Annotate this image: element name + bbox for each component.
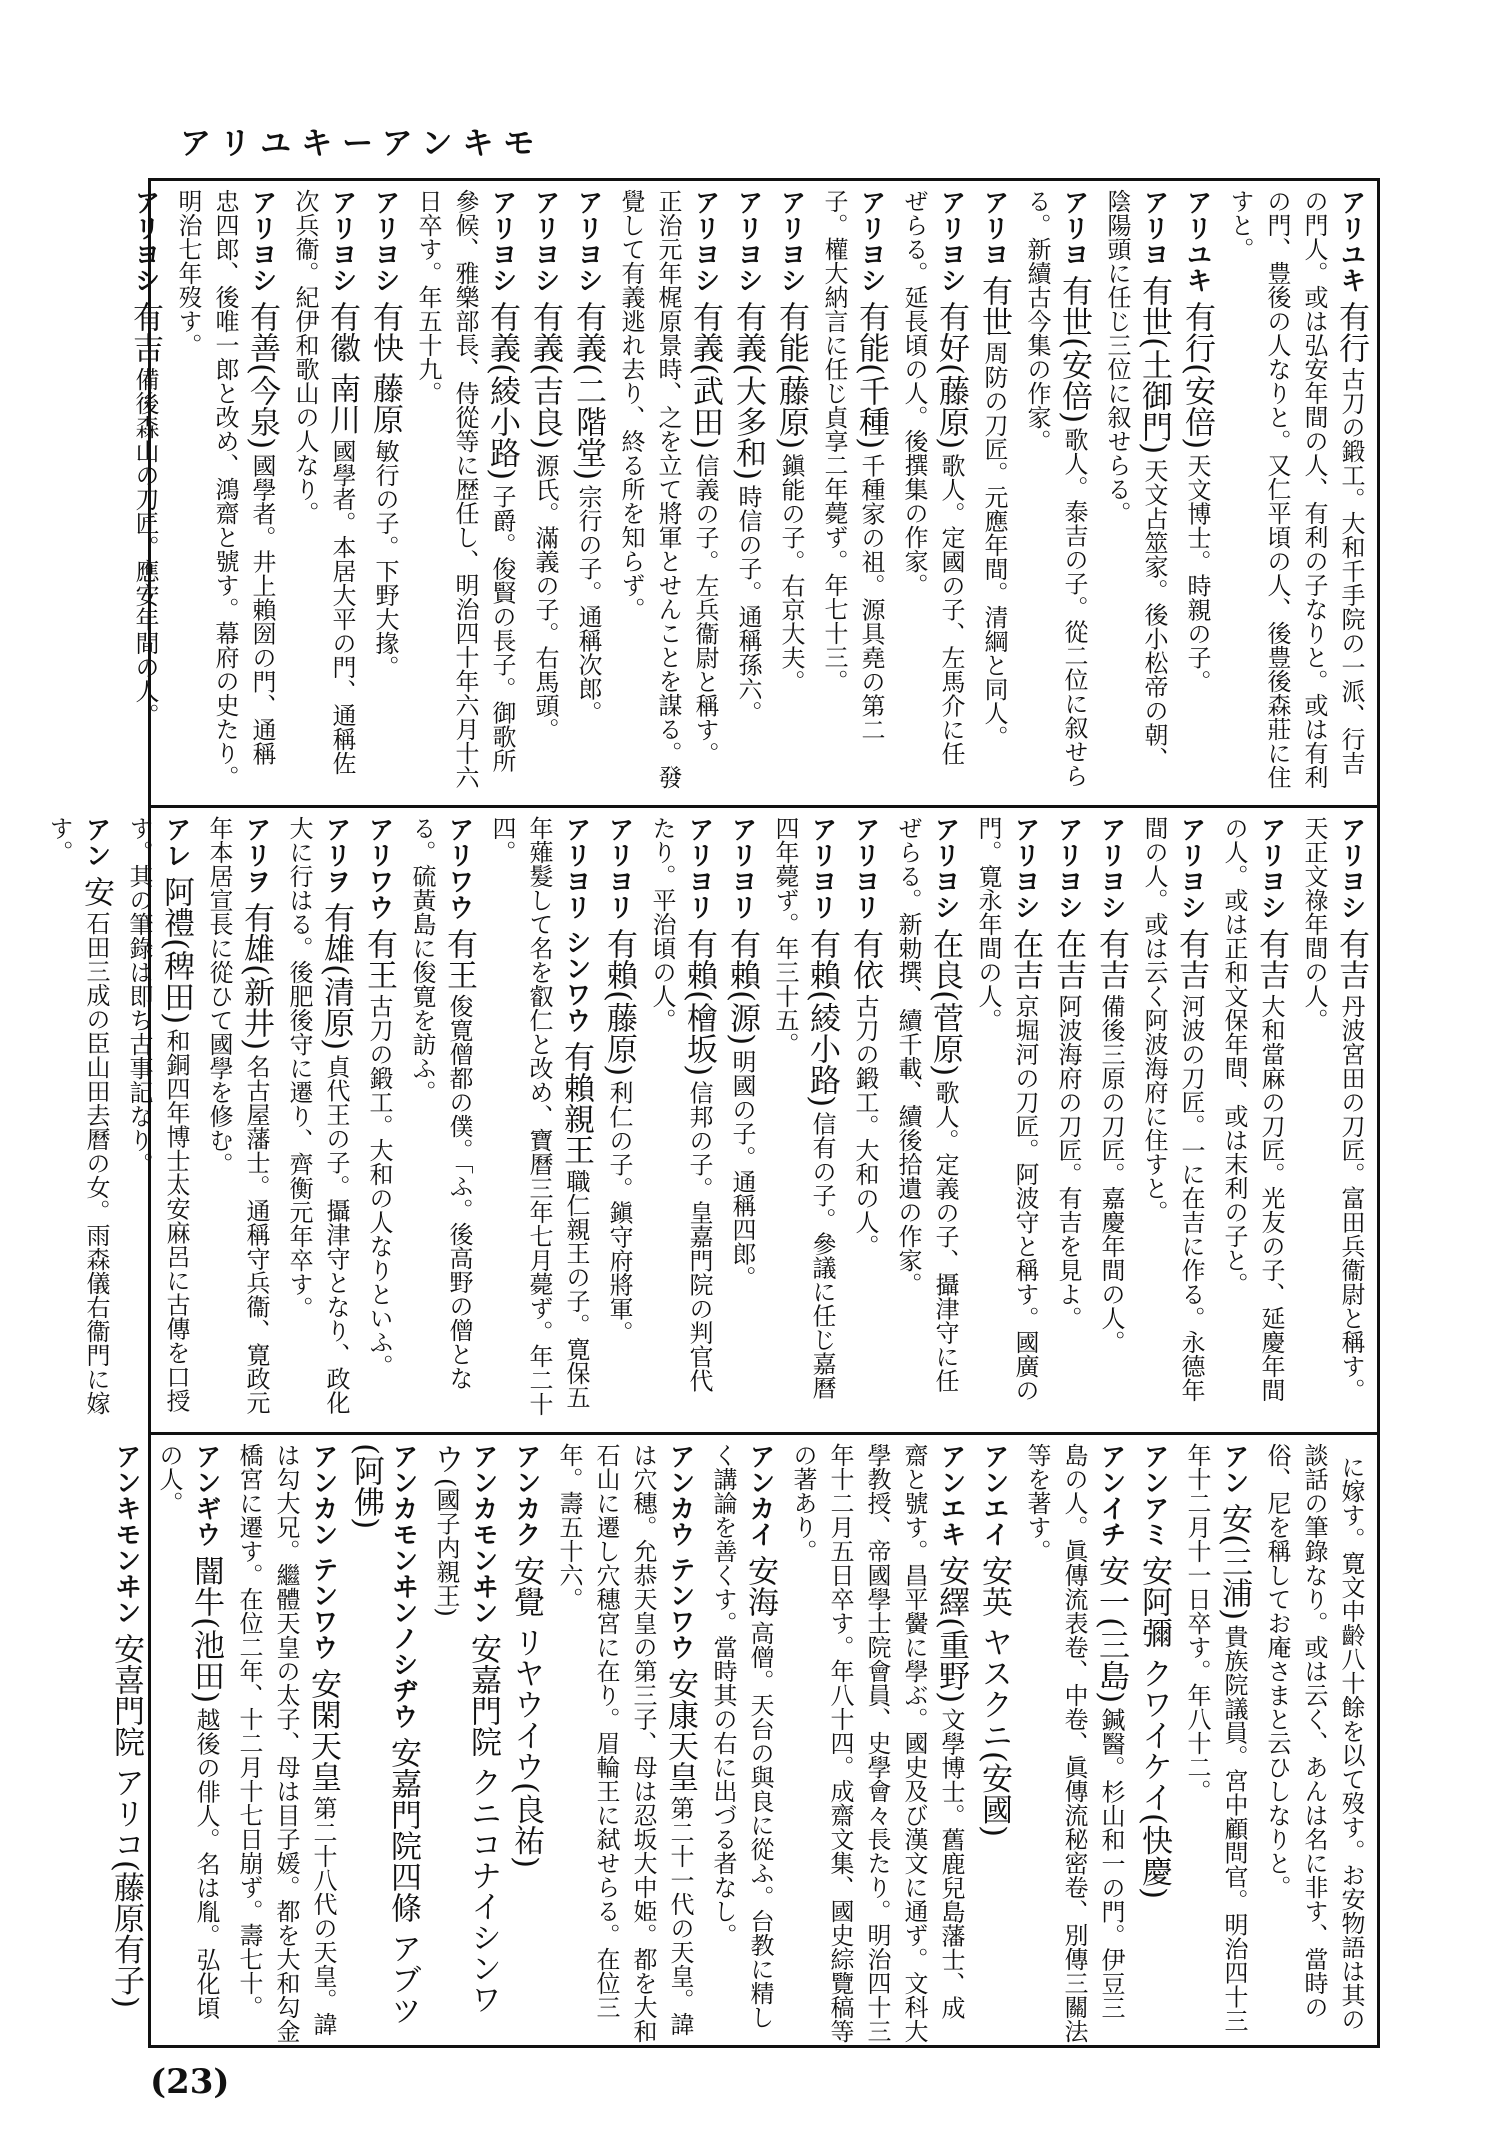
entry-description: 石田三成の臣山田去曆の女。雨森儀右衞門に嫁す。 (45, 816, 110, 1415)
entry-reading: アリヨ (1139, 189, 1169, 267)
dictionary-entry (1018, 189, 1092, 789)
entry-description: 和銅四年博士太安麻呂に古傳を口授す。其の筆錄は即ち古事記なり。 (125, 816, 190, 1413)
entry-description: 貴族院議員。宮中顧問官。明治四十三年十二月十一日卒す。年八十二。 (1183, 1443, 1248, 2033)
entry-name: 有吉 (1173, 928, 1209, 990)
entry-name: 安閑天皇 (305, 1668, 341, 1793)
entry-name: 有賴(綾小路) (804, 928, 840, 1108)
dictionary-entry (120, 816, 194, 1416)
dictionary-entry (1098, 189, 1172, 789)
entry-description: 國學者。井上賴圀の門、通稱忠四郎、後唯一郎と改め、鴻齋と號す。幕府の史たり。明治七年歿す。 (174, 189, 276, 789)
entry-description: 文學博士。舊鹿兒島藩士、成齋と號す。昌平黌に學ぶ。國史及び漢文に通ず。文科大學教授、帝國學士院會員、史學會々長たり。明治四十三年十二月五日卒す。年八十四。成齋文集、國史綜覽稿等の著あり。 (789, 1443, 965, 2043)
entry-reading: アリヨシ (1096, 816, 1126, 920)
entry-name: 安英 ヤスクニ(安國) (976, 1555, 1012, 1838)
entry-name: 安康天皇 (662, 1668, 698, 1793)
entry-reading: アリヨシ (130, 189, 160, 293)
entry-name: 有賴親王 (558, 1041, 594, 1166)
entry-name: 有行 (1333, 301, 1369, 363)
entry-reading: アリヨシ (776, 189, 806, 293)
dictionary-entry (1221, 189, 1369, 789)
entry-name: 安(三浦) (1216, 1503, 1252, 1621)
dictionary-entry (569, 189, 606, 789)
entry-reading: アリワウ (444, 816, 474, 920)
page-frame (45, 178, 1380, 2048)
entry-description: 古刀の鍛工。大和の人なりといふ。 (365, 994, 393, 1378)
entry-name: 阿禮(稗田) (158, 876, 194, 1025)
entry-description: 古刀の鍛工。大和の人。 (851, 994, 879, 1258)
dictionary-entry (1215, 816, 1289, 1416)
entry-name: 有王 (361, 928, 397, 990)
entry-reading: アンイチ (1096, 1443, 1126, 1547)
entry-description: 子爵。俊賢の長子。御歌所參候、雅樂部長、侍從等に歴任し、明治四十年六月十六日卒す。年五十九。 (414, 189, 516, 789)
entry-name: 安繹(重野) (933, 1555, 969, 1704)
entry-description: 歌人。泰吉の子。從二位に叙せらる。新續古今集の作家。 (1023, 189, 1088, 788)
dictionary-entry (895, 189, 969, 789)
entry-name: 有吉 (1333, 928, 1369, 990)
entry-name: 有義(二階堂) (570, 301, 606, 481)
entry-reading: アリユキ (1182, 189, 1212, 293)
entry-description: 古刀の鍛工。大和千手院の一派、行吉の門人。或は弘安年間の人、有利の子なりと。或は有利の門、豊後の人なりと。又仁平頃の人、後豊後森莊に住すと。 (1226, 189, 1365, 789)
dictionary-entry (1295, 816, 1369, 1416)
dictionary-entry (169, 189, 280, 789)
entry-reading: アリヨシ (936, 189, 966, 293)
dictionary-entry (280, 816, 354, 1416)
dictionary-entry (729, 189, 766, 789)
entry-description: 職仁親王の子。寛保五年薙髮して名を叡仁と改め、寶曆三年七月薨ず。年二十四。 (488, 816, 590, 1416)
dictionary-entry (360, 816, 397, 1416)
entry-reading: アリヨ (1059, 189, 1089, 267)
dictionary-entry (200, 816, 274, 1416)
entry-description: に嫁す。寛文中齡八十餘を以て歿す。お安物語は其の談話の筆錄なり。或は云く、あんは名に非す、當時の俗、尼を稱してお庵さまと云ひしなりと。 (1263, 1443, 1365, 2031)
dictionary-entry (286, 189, 360, 789)
dictionary-entry (409, 189, 520, 789)
dictionary-entry (612, 189, 723, 789)
dictionary-entry (1049, 816, 1086, 1416)
dictionary-entry (526, 189, 563, 789)
entry-description: 第二十一代の天皇。諱は穴穗。允恭天皇の第三子、母は忍坂大中姫。都を大和石山に遷し穴穗宮に在り。眉輪王に弑せらる。在位三年。壽五十六。 (555, 1443, 694, 2043)
dictionary-entry (1018, 1443, 1129, 2043)
entry-description: 歌人。定義の子、攝津守に任ぜらる。新勅撰、續千載、續後拾遺の作家。 (894, 816, 959, 1393)
entry-reading: アリヲ (241, 816, 271, 894)
entry-description: 時信の子。通稱孫六。 (734, 484, 762, 725)
entry-reading: アリヨシ (1256, 816, 1286, 920)
entry-reading: アリヲ (321, 816, 351, 894)
dictionary-entry (784, 1443, 969, 2043)
entry-name: 在吉 (1007, 928, 1043, 990)
entry-name: 闇牛(池田) (188, 1555, 224, 1704)
dictionary-entry (230, 1443, 341, 2043)
entry-name: 安覺 リヤウイウ(良祐) (508, 1555, 544, 1869)
entry-description: 高僧。天台の與良に從ふ。台教に精しく講論を善くす。當時其の右に出づる者なし。 (709, 1443, 774, 2029)
entry-description: 天文占筮家。後小松帝の朝、陰陽頭に任じ三位に叙せらる。 (1103, 189, 1168, 771)
entry-description: 周防の刀匠。元應年間。清綱と同人。 (980, 341, 1008, 749)
entry-name: 有世(土御門) (1136, 275, 1172, 455)
dictionary-entry (772, 189, 809, 789)
entry-reading: アリヨシ (1176, 816, 1206, 920)
dictionary-entry (483, 816, 594, 1416)
entry-name: 有世 (976, 275, 1012, 337)
entry-reading: アリヨシ (930, 816, 960, 920)
page-number: (23) (150, 2062, 230, 2102)
dictionary-entry (766, 816, 840, 1416)
entry-name: 有義(綾小路) (484, 301, 520, 481)
entry-description: 信義の子。左兵衞尉と稱す。正治元年梶原景時、之を立て將軍とせんことを謀る。發覺して有義逃れ去り、終る所を知らず。 (617, 189, 719, 789)
dictionary-entry (815, 189, 889, 789)
dictionary-entry (150, 1443, 224, 2043)
running-header: アリユキーアンキモ (180, 126, 545, 162)
entry-reading: アンカモンヰン (468, 1443, 498, 1625)
entry-name: 有雄(新井) (238, 902, 274, 1051)
entry-band-middle (45, 808, 1377, 1432)
entry-description: 千種家の祖。源具堯の第二子。權大納言に任じ貞享二年薨ず。年七十三。 (820, 189, 885, 742)
dictionary-entry (846, 816, 883, 1416)
dictionary-entry (347, 1443, 421, 2043)
entry-band-bottom (108, 1435, 1377, 2045)
entry-description: 丹波宮田の刀匠。富田兵衞尉と稱す。天正文祿年間の人。 (1300, 816, 1365, 1402)
entry-name: 安喜門院 アリコ(藤原有子) (108, 1633, 144, 2009)
entry-reading: アンアミ (1139, 1443, 1169, 1547)
entry-name: 有義(吉良) (527, 301, 563, 450)
entry-name: 在吉 (1050, 928, 1086, 990)
dictionary-entry (969, 816, 1043, 1416)
entry-reading: アンカイ (745, 1443, 775, 1547)
entry-name: 有賴(檜坂) (681, 928, 717, 1077)
entry-name: 有吉 (1093, 928, 1129, 990)
dictionary-entry (975, 189, 1012, 789)
entry-description: 貞代王の子。攝津守となり、政化大に行はる。後肥後守に遷り、齊衡元年卒す。 (285, 816, 350, 1415)
entry-description: 備後三原の刀匠。嘉慶年間の人。 (1097, 994, 1125, 1354)
dictionary-entry (975, 1443, 1012, 2043)
entry-description: 大和當麻の刀匠。光友の子、延慶年間の人。或は正和文保年間、或は末利の子と。 (1220, 816, 1285, 1402)
entry-name: 有好(藤原) (933, 301, 969, 450)
entry-name: 有能(藤原) (773, 301, 809, 450)
entry-reading: アリヨリ (604, 816, 634, 920)
entry-name: 有善(今泉) (244, 301, 280, 450)
entry-reading: アリヨリ (727, 816, 757, 920)
entry-reading: アリヨシ (247, 189, 277, 293)
dictionary-entry (366, 189, 403, 789)
entry-name: 在良(菅原) (927, 928, 963, 1077)
dictionary-entry (403, 816, 477, 1416)
dictionary-entry (643, 816, 717, 1416)
entry-reading: アリヨシ (1053, 816, 1083, 920)
entry-description: 名古屋藩士。通稱守兵衞、寛政元年本居宣長に從ひて國學を修む。 (205, 816, 270, 1415)
entry-name: 有能(千種) (853, 301, 889, 450)
dictionary-entry (507, 1443, 544, 2043)
dictionary-entry (550, 1443, 698, 2043)
entry-name: 有賴(源) (724, 928, 760, 1046)
entry-description: 歌人。定國の子、左馬介に任ぜらる。延長頃の人。後撰集の作家。 (900, 189, 965, 766)
entry-description: 宗行の子。通稱次郎。 (574, 484, 602, 725)
entry-reading: アリヨシ (856, 189, 886, 293)
entry-reading: アンカモンヰンノシヂウ (388, 1443, 418, 1729)
entry-description: 第二十八代の天皇。諱は勾大兄。繼體天皇の太子、母は目子媛。都を大和勾金橋宮に遷す。在位二年、十二月十七日崩ず。壽七十。 (235, 1443, 337, 2043)
entry-reading: アリヨシ (487, 189, 517, 293)
entry-description: 越後の俳人。名は胤。弘化頃の人。 (155, 1443, 220, 2020)
dictionary-entry (40, 816, 114, 1416)
entry-name: 有吉 (127, 301, 163, 363)
dictionary-entry (1258, 1443, 1369, 2043)
entry-description: 敏行の子。下野大掾。 (371, 438, 399, 679)
entry-description: 源氏。滿義の子。右馬頭。 (531, 453, 559, 742)
entry-name: 安阿彌 クワイケイ(快慶) (1136, 1555, 1172, 1900)
entry-reading: アリヨシ (1010, 816, 1040, 920)
entry-reading: アリヨリ (850, 816, 880, 920)
entry-reading: アリヨシ (327, 189, 357, 293)
dictionary-entry (1178, 189, 1215, 789)
entry-reading: アリワウ (364, 816, 394, 920)
entry-name: 有吉 (1253, 928, 1289, 990)
dictionary-entry (107, 1443, 144, 2043)
entry-description: 鎭能の子。右京大夫。 (777, 453, 805, 694)
entry-reading: アリヨシ (733, 189, 763, 293)
entry-description: 備後森山の刀匠。應安年間の人。 (131, 367, 159, 727)
entry-description: 明國の子。通稱四郎。 (728, 1049, 756, 1290)
entry-name: 有快 藤原 (367, 301, 403, 435)
entry-reading: アン (1219, 1443, 1249, 1495)
dictionary-entry (1135, 1443, 1172, 2043)
entry-name: 安嘉門院四條 アブツ(阿佛) (348, 1443, 421, 2026)
dictionary-entry (126, 189, 163, 789)
entry-name: 安一(三島) (1093, 1555, 1129, 1704)
dictionary-entry (600, 816, 637, 1416)
entry-name: 有世(安倍) (1056, 275, 1092, 424)
entry-reading: アレ (161, 816, 191, 868)
entry-description: 利仁の子。鎭守府將軍。 (605, 1080, 633, 1345)
entry-reading: アリヨシ (370, 189, 400, 293)
entry-name: 有行(安倍) (1179, 301, 1215, 450)
entry-name: 有賴(藤原) (601, 928, 637, 1077)
entry-reading: アン (81, 816, 111, 868)
entry-name: 有雄(清原) (318, 902, 354, 1051)
entry-description: 鍼醫。杉山和一の門。伊豆三島の人。眞傳流表卷、中卷、眞傳流秘密卷、別傳三關法等を著す。 (1023, 1443, 1125, 2043)
entry-reading: アンエキ (936, 1443, 966, 1547)
entry-description: 信邦の子。皇嘉門院の判官代たり。平治頃の人。 (648, 816, 713, 1393)
entry-description: 信有の子。參議に任じ嘉曆四年薨ず。年三十五。 (771, 816, 836, 1400)
entry-reading: アンカウ テンワウ (665, 1443, 695, 1661)
entry-name: 安嘉門院 クニコナイシンワウ (428, 1443, 501, 2015)
entry-reading: アンエイ (979, 1443, 1009, 1547)
entry-name: 有王 (441, 928, 477, 990)
entry-reading: アリヨリ (684, 816, 714, 920)
dictionary-entry (1092, 816, 1129, 1416)
entry-description: (國子内親王) (432, 1478, 460, 1617)
entry-reading: アリユキ (1336, 189, 1366, 293)
entry-description: 國學者。本居大平の門、通稱佐次兵衞。紀伊和歌山の人なり。 (291, 189, 356, 775)
dictionary-entry (427, 1443, 501, 2043)
entry-name: 安海 (742, 1555, 778, 1617)
entry-reading: アンカク (511, 1443, 541, 1547)
entry-reading: アンギウ (191, 1443, 221, 1547)
entry-name: 有徽 南川 (324, 301, 360, 435)
entry-description: 俊寛僧都の僕。「ふ。後高野の僧となる。硫黃島に俊寛を訪ふ。 (408, 816, 473, 1390)
entry-description: 阿波海府の刀匠。有吉を見よ。 (1054, 994, 1082, 1330)
entry-name: 有依 (847, 928, 883, 990)
entry-reading: アリヨシ (1336, 816, 1366, 920)
entry-name: 有義(武田) (687, 301, 723, 450)
entry-description: 河波の刀匠。一に在吉に作る。永德年間の人。或は云く阿波海府に住すと。 (1140, 816, 1205, 1402)
entry-reading: アンキモンヰン (111, 1443, 141, 1625)
dictionary-entry (1178, 1443, 1252, 2043)
dictionary-entry (1135, 816, 1209, 1416)
entry-name: 安 (78, 876, 114, 907)
entry-reading: アリヨ (979, 189, 1009, 267)
entry-description: 京堀河の刀匠。阿波守と稱す。國廣の門。寛永年間の人。 (974, 816, 1039, 1402)
entry-description: 天文博士。時親の子。 (1183, 453, 1211, 694)
entry-reading: アリヨリ シンワウ (561, 816, 591, 1034)
entry-reading: アリヨシ (573, 189, 603, 293)
entry-reading: アリヨシ (530, 189, 560, 293)
dictionary-entry (889, 816, 963, 1416)
entry-band-top (127, 181, 1377, 805)
entry-name: 有義(大多和) (730, 301, 766, 481)
dictionary-entry (704, 1443, 778, 2043)
entry-reading: アンカン テンワウ (308, 1443, 338, 1661)
dictionary-entry (723, 816, 760, 1416)
entry-reading: アリヨシ (690, 189, 720, 293)
entry-reading: アリヨリ (807, 816, 837, 920)
